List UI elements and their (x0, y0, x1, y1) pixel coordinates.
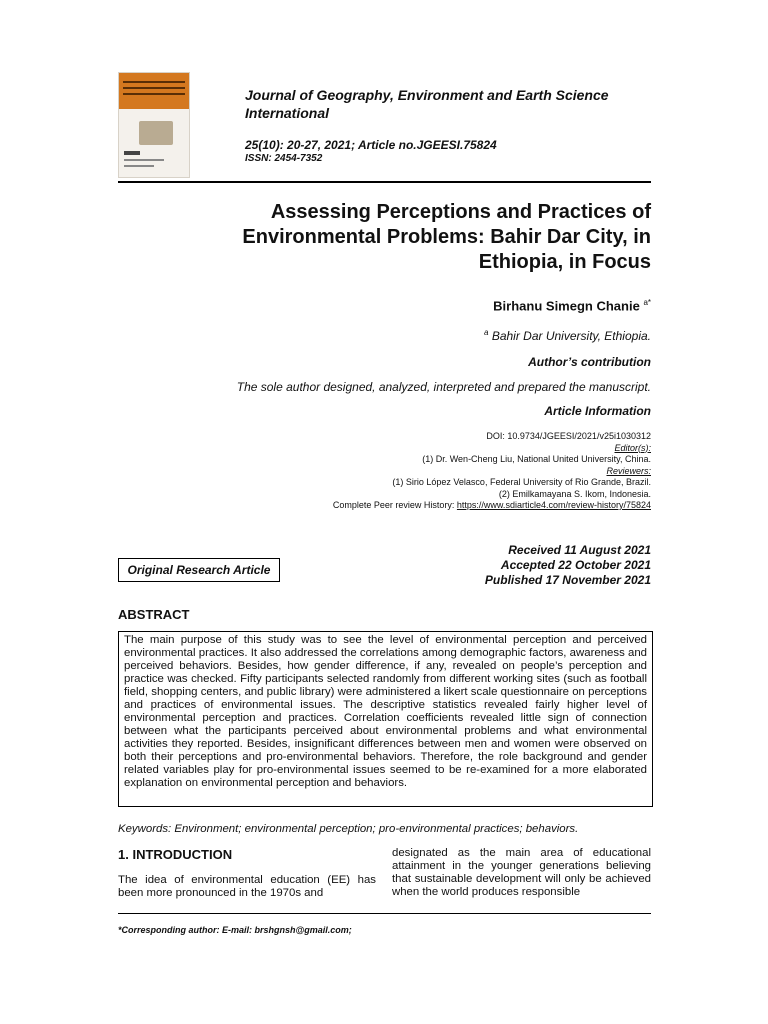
issn: ISSN: 2454-7352 (245, 153, 323, 164)
article-info-block (333, 431, 651, 512)
review-history-link[interactable]: https://www.sdiarticle4.com/review-history/75824 (456, 500, 651, 510)
author-name: Birhanu Simegn Chanie (493, 298, 640, 314)
article-info-heading: Article Information (544, 404, 651, 418)
review-history-label: Complete Peer review History: (332, 500, 457, 510)
affiliation: Bahir Dar University, Ethiopia. (491, 329, 651, 343)
cover-title-band (119, 73, 189, 109)
abstract-heading: ABSTRACT (118, 607, 190, 622)
published-date: Published 17 November 2021 (484, 573, 651, 587)
cover-photo (139, 121, 173, 145)
reviewers-label: Reviewers: (606, 465, 651, 476)
volume-line: 25(10): 20-27, 2021; Article no.JGEESI.75824 (245, 138, 497, 152)
journal-cover-image (118, 72, 190, 178)
affiliation-superscript: a (484, 328, 489, 337)
header-divider (118, 181, 651, 183)
contribution-text: The sole author designed, analyzed, interpreted and prepared the manuscript. (236, 380, 651, 394)
abstract-text: The main purpose of this study was to see the level of environmental perception and perceived environmental practices. It also addressed the correlations among demographic factors, awareness and perceived behaviors. Besides, how gender difference, if any, revealed on people’s perception and practice was checked. Fifty participants selected randomly from different working sites (such as football field, shopping centers, and public library) were administered a likert scale questionnaire on perceptions and practices of environmental issues. The descriptive statistics revealed fairly higher level of environmental perception and practices. Correlation coefficients revealed little sign of connection between what the participants perceived about environmental problems and what environmental activities they reported. Besides, insignificant differences between men and women were observed on both their perceptions and pro-environmental behaviors. Therefore, the role background and gender related variables play for pro-environmental issues seemed to be re-examined for a more elaborated explanation on environmental perception and behaviors. (118, 631, 653, 807)
contribution-heading: Author’s contribution (528, 355, 651, 369)
editor-label: Editor(s): (614, 442, 651, 453)
doi: DOI: 10.9734/JGEESI/2021/v25i1030312 (486, 431, 651, 441)
introduction-heading: 1. INTRODUCTION (118, 847, 233, 862)
author-line (493, 298, 651, 313)
body-column-left: The idea of environmental education (EE) has been more pronounced in the 1970s and (118, 874, 376, 899)
affiliation-line (484, 328, 651, 343)
author-superscript: a* (643, 298, 651, 307)
article-title: Assessing Perceptions and Practices of Environmental Problems: Bahir Dar City, in Ethiopia, in Focus (242, 201, 651, 273)
accepted-date: Accepted 22 October 2021 (500, 558, 651, 572)
corresponding-author-footnote: *Corresponding author: E-mail: brshgnsh@gmail.com; (118, 925, 352, 935)
review-history (333, 500, 651, 512)
journal-title: Journal of Geography, Environment and Earth Science International (245, 87, 609, 121)
footnote-divider (118, 913, 651, 914)
article-type-badge: Original Research Article (118, 558, 280, 582)
received-date: Received 11 August 2021 (508, 543, 651, 557)
reviewer-2: (2) Emilkamayana S. Ikom, Indonesia. (498, 488, 651, 499)
cover-logo (124, 151, 140, 155)
body-column-right: designated as the main area of educational attainment in the younger generations believing that sustainable development will only be achieved when the world produces responsible (392, 847, 651, 898)
article-dates (485, 543, 651, 588)
editor-1: (1) Dr. Wen-Cheng Liu, National United University, China. (422, 454, 651, 464)
reviewer-1: (1) Sirio López Velasco, Federal University of Rio Grande, Brazil. (392, 477, 651, 487)
keywords: Keywords: Environment; environmental perception; pro-environmental practices; behaviors. (118, 823, 579, 835)
